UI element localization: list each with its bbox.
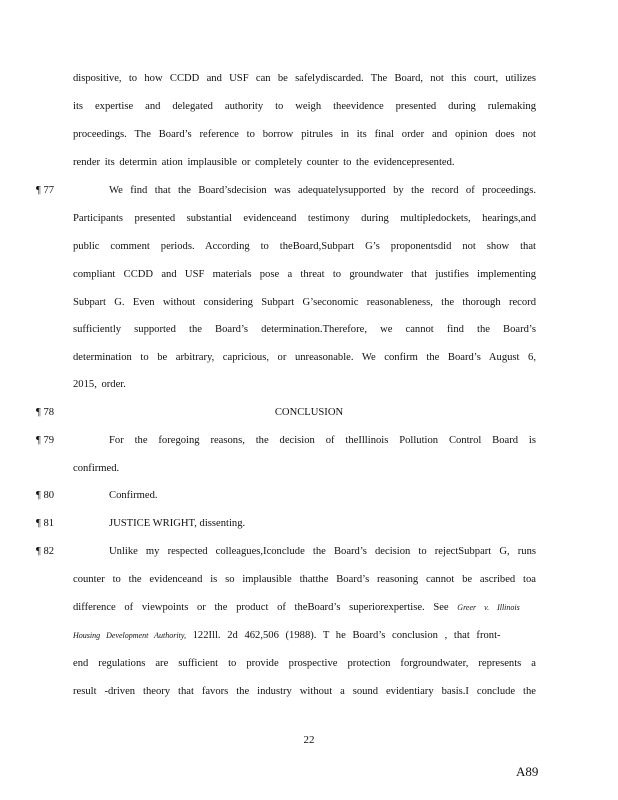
text-line: 2015, order.	[73, 379, 126, 390]
text-line: Participants presented substantial evidenceand testimony during multipledockets, hearings,and	[73, 213, 536, 224]
text-line: dispositive, to how CCDD and USF can be safelydiscarded. The Board, not this court, utilizes	[73, 73, 536, 84]
paragraph-number: ¶ 80	[36, 490, 55, 501]
section-heading: CONCLUSION	[274, 407, 344, 418]
paragraph-number: ¶ 82	[36, 546, 55, 557]
text-segment: 122Ill. 2d 462,506 (1988). T he Board’s conclusion , that front-	[192, 630, 501, 641]
case-citation: Housing Development Authority,	[73, 631, 186, 640]
text-line: public comment periods. According to theBoard,Subpart G’s proponentsdid not show that	[73, 241, 536, 252]
paragraph-number: ¶ 79	[36, 435, 55, 446]
paragraph-number: ¶ 77	[36, 185, 55, 196]
text-line: Confirmed.	[109, 490, 158, 501]
text-line: Unlike my respected colleagues,Iconclude the Board’s decision to rejectSubpart G, runs	[109, 546, 536, 557]
text-line: sufficiently supported the Board’s determination.Therefore, we cannot find the Board’s	[73, 324, 536, 335]
text-line: Subpart G. Even without considering Subpart G’seconomic reasonableness, the thorough record	[73, 297, 536, 308]
text-line: render its determin ation implausible or completely counter to the evidencepresented.	[73, 157, 455, 168]
text-line: compliant CCDD and USF materials pose a threat to groundwater that justifies implementing	[73, 269, 536, 280]
paragraph-number: ¶ 78	[36, 407, 55, 418]
paragraph-number: ¶ 81	[36, 518, 55, 529]
text-line	[73, 629, 536, 643]
text-line: result -driven theory that favors the industry without a sound evidentiary basis.I conclude the	[73, 686, 536, 697]
text-line: end regulations are sufficient to provide prospective protection forgroundwater, represents a	[73, 658, 536, 669]
text-line: We find that the Board’sdecision was adequatelysupported by the record of proceedings.	[109, 185, 536, 196]
text-segment: difference of viewpoints or the product of theBoard’s superiorexpertise. See	[73, 602, 449, 613]
text-line: JUSTICE WRIGHT, dissenting.	[109, 518, 246, 529]
text-line: counter to the evidenceand is so implausible thatthe Board’s reasoning cannot be ascribed toa	[73, 574, 536, 585]
text-line	[73, 601, 536, 615]
text-line: For the foregoing reasons, the decision of theIllinois Pollution Control Board is	[109, 435, 536, 446]
text-line: proceedings. The Board’s reference to borrow pitrules in its final order and opinion does not	[73, 129, 536, 140]
text-line: its expertise and delegated authority to weigh theevidence presented during rulemaking	[73, 101, 536, 112]
page-number: 22	[303, 734, 315, 746]
text-line: confirmed.	[73, 463, 120, 474]
text-line: determination to be arbitrary, capricious, or unreasonable. We confirm the Board’s August 6,	[73, 352, 536, 363]
exhibit-label: A89	[516, 764, 539, 779]
case-citation: Greer v. Illinois	[457, 603, 520, 612]
